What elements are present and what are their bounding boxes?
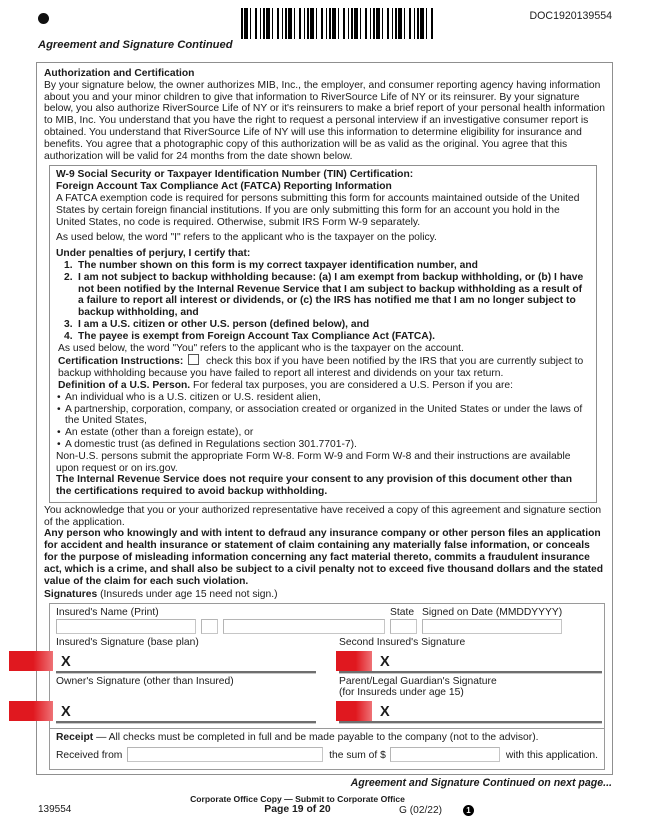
item-number: 3. [64,318,73,330]
insured-signature-cell [56,637,316,673]
definition-paragraph [58,380,590,392]
name-label-row [56,607,598,619]
insured-signature-line[interactable] [56,650,316,673]
guardian-signature-label-line1: Parent/Legal Guardian's Signature [339,676,497,688]
x-mark: X [61,654,71,671]
item-text: I am not subject to backup withholding because: (a) I am exempt from backup withholding, or (b) I have not been notified by the Internal Revenue Service that I am subject to backup withholding as a result of a failure to report all interest or dividends, or (c) the IRS has notified me that I am no longer subject to backup withholding, and [78,271,584,319]
w9-heading-1: W-9 Social Security or Taxpayer Identification Number (TIN) Certification: [56,169,414,181]
footer-center [0,794,595,816]
w9-certification-box [49,165,597,503]
document-number: DOC1920139554 [529,10,612,22]
guardian-signature-line[interactable] [339,700,602,723]
sum-amount-input[interactable] [390,747,500,762]
signed-date-label: Signed on Date (MMDDYYYY) [422,607,563,619]
certification-instructions [58,354,590,380]
irs-consent-note: The Internal Revenue Service does not require your consent to any provision of this document other than the certifications required to avoid backup withholding. [56,474,573,498]
sign-here-marker-icon [336,701,372,721]
page-number: Page 19 of 20 [264,803,331,815]
form-number: 139554 [38,803,72,815]
item-text: The payee is exempt from Foreign Account Tax Compliance Act (FATCA). [78,330,436,342]
us-person-bullet-3 [56,427,590,439]
certify-item-2 [56,272,590,319]
received-from-input[interactable] [127,747,323,762]
signatures-heading [44,589,605,601]
non-us-persons-note: Non-U.S. persons submit the appropriate Form W-8. Form W-9 and Form W-8 and their instructions are available upon request or on irs.gov. [56,450,571,474]
authorization-heading: Authorization and Certification [44,68,195,79]
receipt-heading [56,732,598,744]
definition-rest: For federal tax purposes, you are considered a U.S. Person if you are: [193,379,513,391]
bullet-text: A domestic trust (as defined in Regulations section 301.7701-7). [65,438,357,450]
sign-here-marker-icon [336,651,372,671]
us-person-bullet-2 [56,404,590,428]
page-footer [0,794,649,834]
received-from-label: Received from [56,750,123,762]
item-text: The number shown on this form is my correct taxpayer identification number, and [78,259,478,271]
receipt-input-row [56,747,598,762]
w9-heading-2: Foreign Account Tax Compliance Act (FATCA) Reporting Information [56,181,392,193]
backup-withholding-checkbox[interactable] [188,354,199,365]
barcode [241,8,436,39]
fatca-paragraph: A FATCA exemption code is required for persons submitting this form for accounts maintained outside of the United States by certain foreign financial institutions. If you are only submitting this form for an account you hold in the United States, no code is required. Otherwise, submit IRS Form W-9 separately. [56,192,580,228]
guardian-signature-label [339,676,598,699]
sign-here-marker-icon [9,701,53,721]
insured-middle-initial-input[interactable] [201,619,218,634]
state-input[interactable] [390,619,417,634]
sign-here-marker-icon [9,651,53,671]
authorization-body: By your signature below, the owner authorizes MIB, Inc., the employer, and consumer reporting agency having information about you and your minor children to give that information to RiverSource Life of NY or its reinsurer. By your signature below, you also authorize RiverSource Life of NY or it's reinsurers to make a brief report of your personal health information to MIB, Inc. You understand that you have the right to request a personal interview if an investigative consumer report is obtained. You understand that RiverSource Life of NY will use this information to determine eligibility for insurance and benefits. You agree that a photographic copy of this authorization will be as valid as the original. You agree that this authorization will be valid for 24 months from the date shown below. [44,79,605,162]
owner-signature-line[interactable] [56,700,316,723]
state-label: State [390,607,415,619]
bullet-icon: • [57,427,61,439]
us-person-bullet-1 [56,392,590,404]
x-mark: X [380,704,390,721]
bullet-icon: • [57,391,61,403]
x-mark: X [61,704,71,721]
registration-dot-icon [38,13,49,24]
signatures-label: Signatures [44,589,98,601]
us-person-bullet-4 [56,439,590,451]
signed-date-input[interactable] [422,619,562,634]
insured-signature-label: Insured's Signature (base plan) [56,637,199,649]
insured-last-name-input[interactable] [223,619,385,634]
fraud-warning: Any person who knowingly and with intent to defraud any insurance company or other person files an application for accident and health insurance or statement of claim containing any materially false information, or conceals for the purpose of misleading information concerning any fact material thereto, commits a fraudulent insurance act, which is a crime, and shall also be subject to a civil penalty not to exceed five thousand dollars and the stated value of the claim for each such violation. [44,528,604,587]
as-used-you-note: As used below, the word "You" refers to the applicant who is the taxpayer on the account. [58,342,464,354]
page-title: Agreement and Signature Continued [38,39,233,51]
item-text: I am a U.S. citizen or other U.S. person (defined below), and [78,318,370,330]
guardian-signature-label-line2: (for Insureds under age 15) [339,687,464,699]
owner-signature-cell [56,676,316,723]
receipt-label: Receipt [56,732,94,744]
insured-first-name-input[interactable] [56,619,196,634]
bullet-icon: • [57,403,61,415]
owner-signature-label: Owner's Signature (other than Insured) [56,676,234,688]
certify-item-1 [56,260,590,272]
item-number: 2. [64,271,73,283]
signature-row-2 [56,676,598,723]
guardian-signature-cell [339,676,598,723]
certification-instructions-text: check this box if you have been notified by the IRS that you are currently subject to backup withholding because you have failed to report all interest and dividends on your tax return. [58,356,584,380]
name-input-row [56,619,598,634]
with-application-label: with this application. [505,750,598,762]
sum-of-label: the sum of $ [329,750,386,762]
certify-item-4 [56,331,590,343]
certification-instructions-label: Certification Instructions: [58,356,184,368]
signatures-note: (Insureds under age 15 need not sign.) [97,589,278,601]
second-insured-signature-label: Second Insured's Signature [339,637,466,649]
authorization-box [36,62,613,775]
as-used-i-note: As used below, the word "I" refers to the applicant who is the taxpayer on the policy. [56,232,437,244]
bullet-icon: • [57,438,61,450]
certify-item-3 [56,319,590,331]
signature-row-1 [56,637,598,673]
perjury-heading: Under penalties of perjury, I certify that: [56,248,251,260]
item-number: 1. [64,259,73,271]
bullet-text: A partnership, corporation, company, or association created or organized in the United States or under the laws of the United States, [65,403,583,427]
x-mark: X [380,654,390,671]
insured-name-label: Insured's Name (Print) [56,607,159,619]
signatures-box [49,603,605,770]
circled-one-icon: 1 [463,805,474,816]
receipt-section [50,728,604,769]
edition-code: G (02/22) [399,804,443,816]
bullet-text: An estate (other than a foreign estate), or [65,427,254,439]
copy-distribution-line: Corporate Office Copy — Submit to Corporate Office [190,793,405,804]
receipt-text: — All checks must be completed in full and be made payable to the company (not to the advisor). [93,732,539,744]
bullet-text: An individual who is a U.S. citizen or U.S. resident alien, [65,391,321,403]
acknowledge-paragraph: You acknowledge that you or your authorized representative have received a copy of this agreement and signature section of the application. [44,504,602,528]
definition-label: Definition of a U.S. Person. [58,379,191,391]
second-insured-signature-cell [339,637,598,673]
page-header [0,0,649,62]
continued-next-page-note: Agreement and Signature Continued on next page... [350,776,612,789]
second-insured-signature-line[interactable] [339,650,602,673]
item-number: 4. [64,330,73,342]
